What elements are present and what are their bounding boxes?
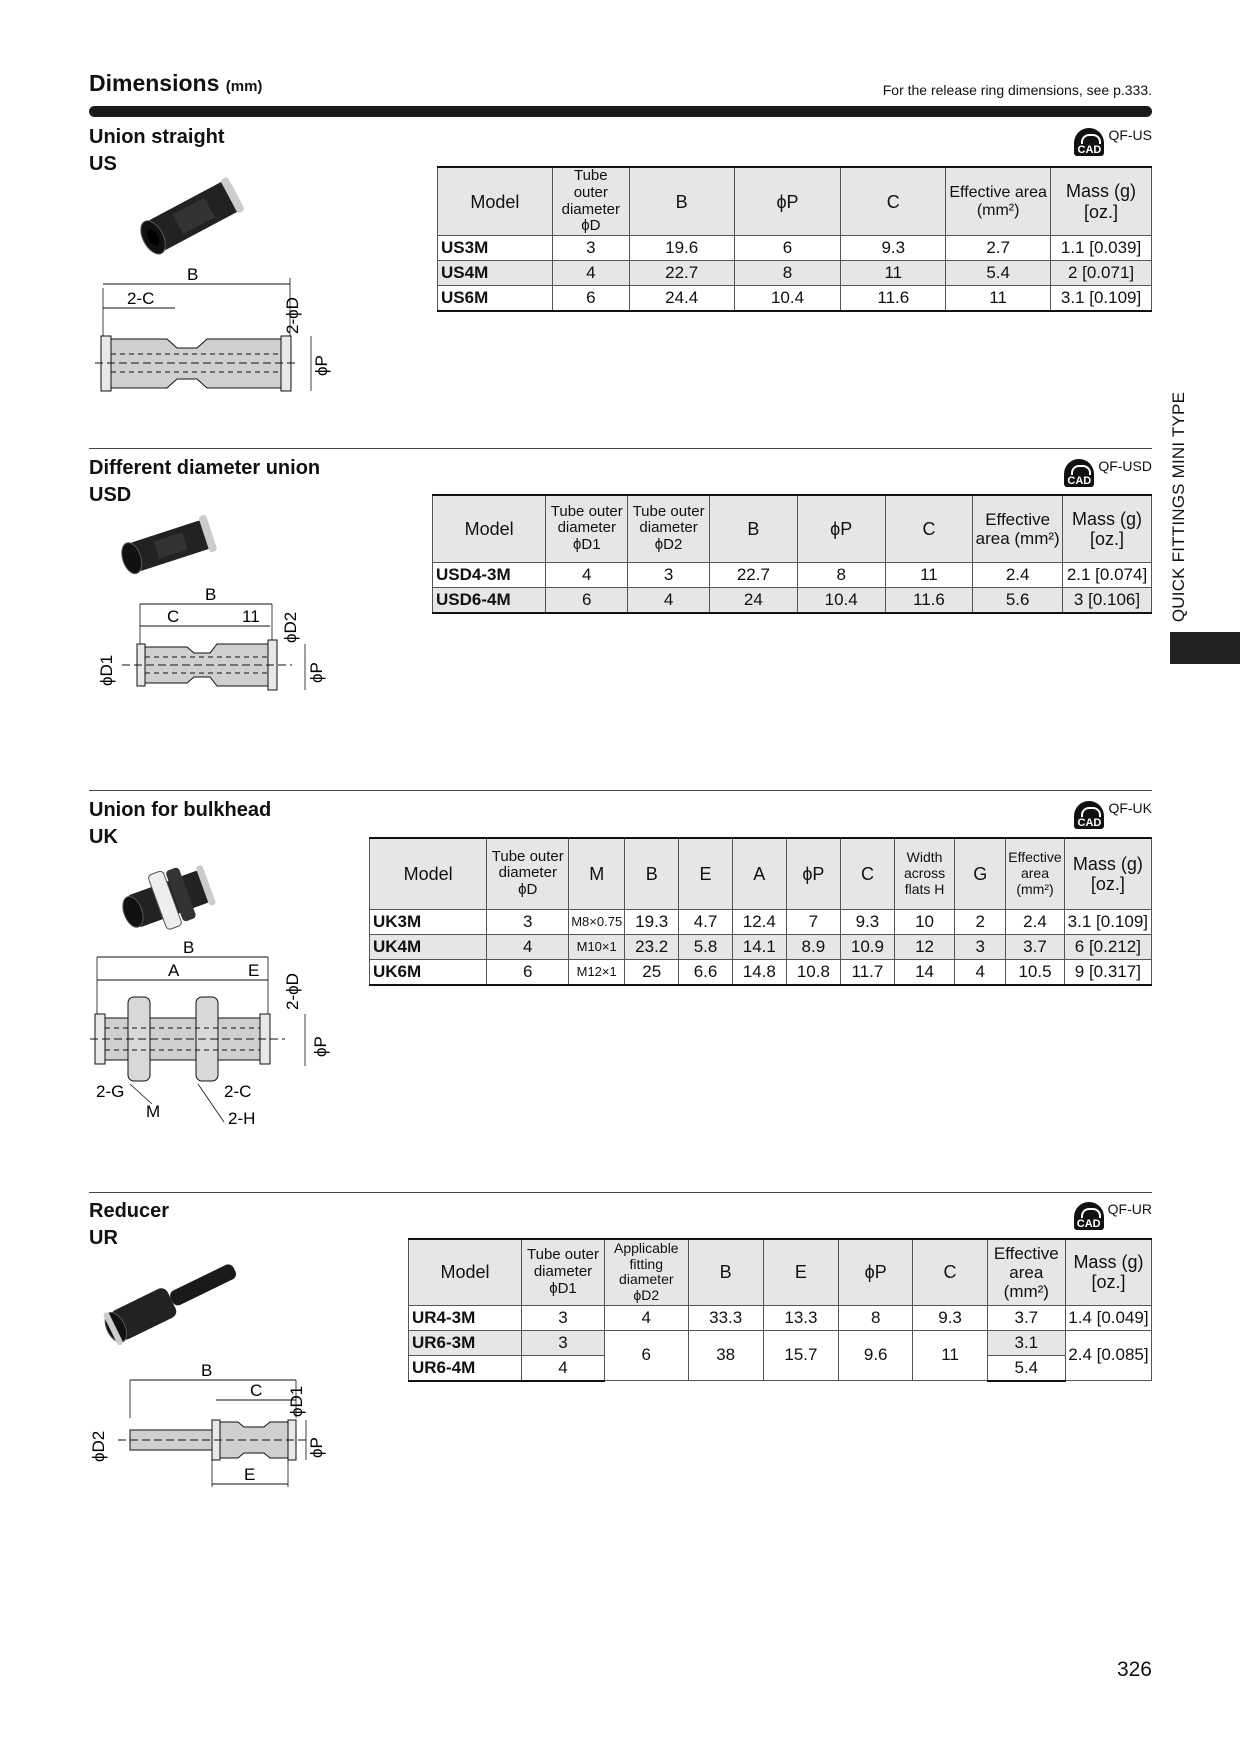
- dim-b: B: [183, 938, 195, 957]
- union-straight-drawing: [95, 176, 345, 401]
- col-header: Model: [433, 495, 546, 562]
- release-ring-note: For the release ring dimensions, see p.333.: [882, 82, 1152, 98]
- dim-c: 2-C: [224, 1082, 252, 1101]
- col-header: Model: [370, 838, 487, 909]
- col-header: Tube outer diameter ϕD1: [546, 495, 628, 562]
- spec-table-ur: [408, 1238, 1152, 1382]
- dim-c: C: [167, 607, 180, 626]
- dim-d2: ϕD2: [281, 611, 300, 643]
- side-tab-marker: [1170, 632, 1240, 664]
- col-header: B: [625, 838, 679, 909]
- cad-icon: CAD: [1063, 458, 1095, 488]
- dim-a: A: [168, 961, 180, 980]
- col-header: ϕP: [734, 167, 841, 236]
- col-header: Effective area (mm²): [987, 1239, 1065, 1305]
- fitting-photo: [117, 514, 217, 579]
- col-header: Mass (g) [oz.]: [1064, 838, 1151, 909]
- cad-link-usd[interactable]: CAD QF-USD: [1063, 458, 1152, 488]
- col-header: A: [732, 838, 786, 909]
- dim-b: B: [187, 265, 199, 284]
- spec-table-usd: [432, 494, 1152, 614]
- spec-table-us: [437, 166, 1152, 312]
- col-header: Mass (g) [oz.]: [1065, 1239, 1151, 1305]
- section-divider: [89, 790, 1152, 791]
- table-row: UK4M 4 M10×1 23.2 5.8 14.1 8.9 10.9 12 3 3.7 6 [0.212]: [370, 934, 1152, 959]
- dim-p: ϕP: [307, 1437, 326, 1458]
- col-header: B: [709, 495, 797, 562]
- col-header: Mass (g) [oz.]: [1051, 167, 1152, 236]
- dim-h: 2-H: [228, 1109, 256, 1128]
- dim-d: 2-ϕD: [283, 973, 302, 1010]
- table-row: US6M 6 24.4 10.4 11.6 11 3.1 [0.109]: [438, 286, 1152, 312]
- col-header: E: [679, 838, 733, 909]
- model-code: USD: [89, 484, 132, 506]
- col-header: B: [629, 167, 734, 236]
- fitting-photo: [100, 1262, 243, 1348]
- cad-icon: CAD: [1073, 127, 1105, 157]
- col-header: C: [840, 838, 894, 909]
- section-title-uk: Union for bulkhead UK: [89, 797, 271, 851]
- col-header: Model: [438, 167, 553, 236]
- cad-link-ur[interactable]: CAD QF-UR: [1073, 1201, 1152, 1231]
- col-header: C: [885, 495, 973, 562]
- cad-link-us[interactable]: CAD QF-US: [1073, 127, 1152, 157]
- page-title: Dimensions (mm): [89, 70, 263, 96]
- col-header: Tube outer diameter ϕD: [487, 838, 569, 909]
- dim-e: E: [244, 1465, 256, 1484]
- col-header: E: [763, 1239, 838, 1305]
- dim-g: 2-G: [96, 1082, 125, 1101]
- section-title-ur: Reducer UR: [89, 1198, 169, 1252]
- col-header: Mass (g) [oz.]: [1063, 495, 1152, 562]
- dim-e: E: [248, 961, 260, 980]
- col-header: Tube outer diameter ϕD2: [628, 495, 710, 562]
- col-header: M: [569, 838, 625, 909]
- spec-table-uk: [369, 837, 1152, 986]
- table-row: US3M 3 19.6 6 9.3 2.7 1.1 [0.039]: [438, 236, 1152, 261]
- table-row: UK6M 6 M12×1 25 6.6 14.8 10.8 11.7 14 4 10.5 9 [0.317]: [370, 959, 1152, 985]
- reducer-drawing: [88, 1262, 343, 1502]
- dim-c: 2-C: [127, 289, 155, 308]
- table-row: UR6-3M 3 6 38 15.7 9.6 11 3.1 2.4 [0.085]: [409, 1330, 1152, 1355]
- model-code: US: [89, 153, 117, 175]
- dim-b: B: [205, 585, 217, 604]
- cad-link-uk[interactable]: CAD QF-UK: [1073, 800, 1152, 830]
- col-header: G: [955, 838, 1006, 909]
- model-code: UR: [89, 1227, 118, 1249]
- dim-e: 11: [242, 607, 260, 626]
- col-header: Effective area (mm²): [946, 167, 1051, 236]
- col-header: C: [913, 1239, 987, 1305]
- col-header: ϕP: [797, 495, 885, 562]
- dim-d1: ϕD1: [97, 654, 116, 686]
- section-title-us: Union straight US: [89, 124, 225, 178]
- section-title-usd: Different diameter union USD: [89, 455, 320, 509]
- model-code: UK: [89, 826, 118, 848]
- table-row: UR4-3M 3 4 33.3 13.3 8 9.3 3.7 1.4 [0.049]: [409, 1305, 1152, 1330]
- dim-p: ϕP: [307, 662, 326, 683]
- dim-d2: ϕD2: [89, 1430, 108, 1462]
- side-tab-label: QUICK FITTINGS MINI TYPE: [1169, 391, 1188, 623]
- cad-icon: CAD: [1073, 1201, 1105, 1231]
- units-label: (mm): [225, 78, 263, 95]
- col-header: Tube outer diameter ϕD1: [522, 1239, 605, 1305]
- col-header: Effective area (mm²): [973, 495, 1063, 562]
- header-bar: [89, 106, 1152, 117]
- fitting-photo: [135, 177, 245, 259]
- col-header: Applicable fitting diameter ϕD2: [605, 1239, 689, 1305]
- fitting-photo: [115, 857, 219, 942]
- table-row: USD4-3M 4 3 22.7 8 11 2.4 2.1 [0.074]: [433, 562, 1152, 587]
- dim-p: ϕP: [311, 1036, 330, 1057]
- col-header: ϕP: [786, 838, 840, 909]
- dim-b: B: [201, 1361, 213, 1380]
- union-for-bulkhead-drawing: [90, 852, 340, 1137]
- table-row: USD6-4M 6 4 24 10.4 11.6 5.6 3 [0.106]: [433, 587, 1152, 613]
- dim-d: 2-ϕD: [283, 297, 302, 334]
- section-divider: [89, 1192, 1152, 1193]
- col-header: Model: [409, 1239, 522, 1305]
- dim-m: M: [146, 1102, 161, 1121]
- page-number: 326: [1116, 1658, 1152, 1681]
- table-row: US4M 4 22.7 8 11 5.4 2 [0.071]: [438, 261, 1152, 286]
- col-header: C: [841, 167, 946, 236]
- dim-c: C: [250, 1381, 263, 1400]
- dim-p: ϕP: [312, 355, 331, 376]
- col-header: Tube outer diameter ϕD: [552, 167, 629, 236]
- table-row: UK3M 3 M8×0.75 19.3 4.7 12.4 7 9.3 10 2 2.4 3.1 [0.109]: [370, 909, 1152, 934]
- table-row: UR6-4M 4 5.4: [409, 1355, 1152, 1381]
- different-diameter-union-drawing: [92, 508, 342, 698]
- col-header: Effective area (mm²): [1006, 838, 1064, 909]
- col-header: ϕP: [839, 1239, 913, 1305]
- col-header: Width across flats H: [894, 838, 954, 909]
- cad-icon: CAD: [1073, 800, 1105, 830]
- dim-d1: ϕD1: [287, 1385, 306, 1417]
- section-divider: [89, 448, 1152, 449]
- col-header: B: [688, 1239, 763, 1305]
